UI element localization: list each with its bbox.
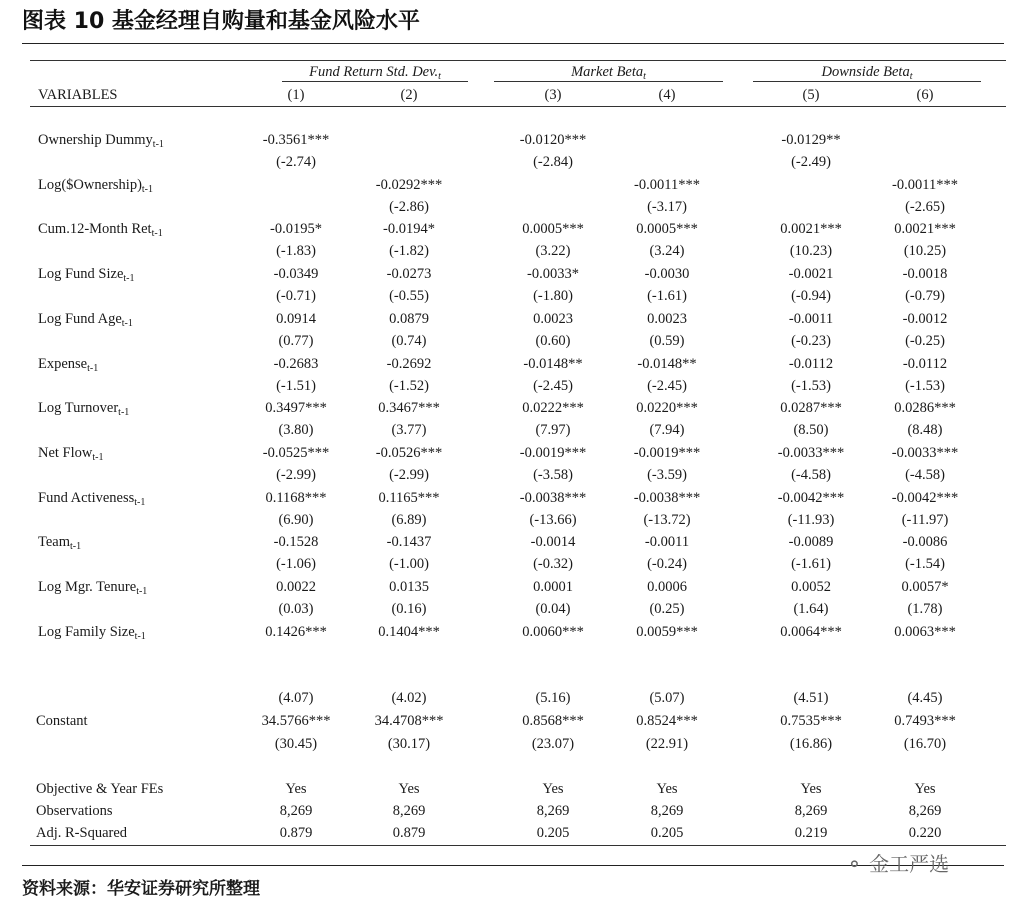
- column-header: (6): [916, 87, 934, 103]
- t-stat-cell: (7.94): [649, 422, 685, 439]
- t-stat-cell: (-2.45): [533, 377, 573, 394]
- t-stat-cell: (-1.51): [276, 377, 316, 394]
- coef-cell: -0.2683: [273, 355, 319, 372]
- table-top-rule: [30, 60, 1006, 61]
- t-stat-cell: (-1.80): [533, 288, 573, 305]
- t-stat-cell: (4.02): [391, 690, 427, 706]
- wechat-icon: ⚬: [846, 852, 863, 876]
- group-header: Downside Beta$_t$: [821, 64, 913, 82]
- t-stat-cell: (0.03): [278, 601, 314, 617]
- t-stat-cell: (-1.52): [389, 377, 429, 394]
- row-label: Fund Activeness$_{t-1}$: [38, 489, 146, 508]
- coef-cell: 0.1165***: [378, 489, 440, 506]
- t-stat-cell: (-1.83): [276, 243, 316, 260]
- table-bottom-rule: [30, 845, 1006, 846]
- footer-value: Yes: [542, 781, 564, 797]
- source-note: 资料来源：华安证券研究所整理: [22, 879, 260, 899]
- t-stat-cell: (30.17): [387, 736, 431, 752]
- coef-cell: 34.5766***: [261, 713, 331, 729]
- coef-cell: -0.0194*: [383, 221, 435, 238]
- footer-label: Objective & Year FEs: [36, 781, 164, 797]
- figure-title: 图表 10 基金经理自购量和基金风险水平: [22, 9, 420, 34]
- coef-cell: 0.3467***: [378, 400, 440, 417]
- t-stat-cell: (0.25): [649, 601, 685, 617]
- coef-cell: -0.0038***: [633, 489, 701, 506]
- t-stat-cell: (4.07): [278, 690, 314, 706]
- t-stat-cell: (16.70): [903, 736, 947, 752]
- coef-cell: 0.0135: [389, 579, 429, 595]
- t-stat-cell: (-3.59): [647, 466, 687, 483]
- coef-cell: -0.0011: [644, 534, 690, 551]
- footer-label: Observations: [36, 803, 113, 819]
- t-stat-cell: (-11.97): [901, 511, 949, 528]
- footer-value: Yes: [398, 781, 420, 797]
- t-stat-cell: (-2.84): [533, 154, 573, 170]
- coef-cell: -0.0021: [788, 266, 834, 283]
- column-header: (4): [658, 87, 676, 103]
- footer-value: 0.205: [650, 825, 684, 841]
- t-stat-cell: (4.51): [793, 690, 829, 706]
- coef-cell: -0.3561***: [262, 132, 330, 148]
- t-stat-cell: (-1.82): [389, 243, 429, 260]
- footer-value: 0.220: [908, 825, 942, 841]
- coef-cell: 0.0064***: [780, 623, 842, 640]
- coef-cell: -0.0011***: [634, 176, 700, 193]
- coef-cell: -0.0018: [902, 266, 948, 283]
- t-stat-cell: (-1.53): [905, 377, 945, 394]
- t-stat-cell: (-2.49): [791, 154, 831, 170]
- t-stat-cell: (5.16): [535, 690, 571, 706]
- column-header: (5): [802, 87, 820, 103]
- footer-value: 8,269: [908, 803, 942, 819]
- coef-cell: 0.0057*: [901, 579, 949, 595]
- coef-cell: -0.0148**: [523, 355, 583, 372]
- group-underline: [494, 81, 723, 82]
- coef-cell: 0.8524***: [636, 713, 698, 729]
- t-stat-cell: (-1.61): [647, 288, 687, 305]
- group-underline: [753, 81, 981, 82]
- t-stat-cell: (22.91): [645, 736, 689, 752]
- row-label: Expense$_{t-1}$: [38, 355, 99, 374]
- row-label: Net Flow$_{t-1}$: [38, 444, 104, 463]
- row-label: Log Family Size$_{t-1}$: [38, 623, 146, 642]
- t-stat-cell: (0.04): [535, 601, 571, 617]
- coef-cell: 0.0022: [276, 579, 316, 595]
- coef-cell: -0.0525***: [262, 444, 330, 461]
- t-stat-cell: (-2.86): [389, 198, 429, 215]
- variables-header: VARIABLES: [38, 87, 118, 103]
- coef-cell: 0.0006: [647, 579, 687, 595]
- coef-cell: -0.1437: [386, 534, 432, 551]
- footer-value: 8,269: [794, 803, 828, 819]
- coef-cell: 0.0021***: [780, 221, 842, 238]
- t-stat-cell: (-2.99): [389, 466, 429, 483]
- footer-value: 8,269: [536, 803, 570, 819]
- t-stat-cell: (23.07): [531, 736, 575, 752]
- footer-value: 0.219: [794, 825, 828, 841]
- t-stat-cell: (5.07): [649, 690, 685, 706]
- footer-value: 8,269: [392, 803, 426, 819]
- t-stat-cell: (-3.17): [647, 198, 687, 215]
- t-stat-cell: (-0.32): [533, 556, 573, 573]
- title-rule: [22, 43, 1004, 44]
- coef-cell: -0.0086: [902, 534, 948, 551]
- constant-label: Constant: [36, 713, 88, 729]
- coef-cell: 0.0021***: [894, 221, 956, 238]
- t-stat-cell: (-0.71): [276, 288, 316, 305]
- coef-cell: -0.0011: [788, 310, 834, 327]
- coef-cell: -0.0112: [902, 355, 948, 372]
- watermark-text: 金工严选: [869, 852, 950, 876]
- coef-cell: -0.0526***: [375, 444, 443, 461]
- coef-cell: -0.0033***: [891, 444, 959, 461]
- coef-cell: 0.1168***: [265, 489, 327, 506]
- coef-cell: 0.0220***: [636, 400, 698, 417]
- coef-cell: -0.0148**: [637, 355, 697, 372]
- row-label: Log Mgr. Tenure$_{t-1}$: [38, 579, 148, 597]
- coef-cell: -0.0112: [788, 355, 834, 372]
- group-underline: [282, 81, 468, 82]
- t-stat-cell: (10.25): [903, 243, 947, 260]
- footer-value: Yes: [285, 781, 307, 797]
- t-stat-cell: (-1.53): [791, 377, 831, 394]
- coef-cell: -0.0011***: [892, 176, 958, 193]
- t-stat-cell: (-2.99): [276, 466, 316, 483]
- coef-cell: -0.0038***: [519, 489, 587, 506]
- t-stat-cell: (-2.74): [276, 154, 316, 170]
- coef-cell: -0.0019***: [633, 444, 701, 461]
- t-stat-cell: (-2.45): [647, 377, 687, 394]
- t-stat-cell: (0.77): [278, 332, 314, 349]
- t-stat-cell: (3.80): [278, 422, 314, 439]
- t-stat-cell: (-0.25): [905, 332, 945, 349]
- coef-cell: 0.0287***: [780, 400, 842, 417]
- footer-value: 0.879: [279, 825, 313, 841]
- t-stat-cell: (7.97): [535, 422, 571, 439]
- group-header: Fund Return Std. $Dev._t$: [309, 64, 441, 82]
- coef-cell: 0.0060***: [522, 623, 584, 640]
- column-header: (1): [287, 87, 305, 103]
- t-stat-cell: (0.60): [535, 332, 571, 349]
- t-stat-cell: (10.23): [789, 243, 833, 260]
- coef-cell: 0.1404***: [378, 623, 440, 640]
- coef-cell: 0.7493***: [894, 713, 956, 729]
- t-stat-cell: (-11.93): [787, 511, 835, 528]
- coef-cell: 0.7535***: [780, 713, 842, 729]
- coef-cell: 0.0005***: [522, 221, 584, 238]
- coef-cell: -0.0292***: [375, 176, 443, 193]
- footer-label: Adj. R-Squared: [36, 825, 128, 841]
- column-header: (2): [400, 87, 418, 103]
- t-stat-cell: (-0.55): [389, 288, 429, 305]
- t-stat-cell: (0.16): [391, 601, 427, 617]
- coef-cell: 0.0052: [791, 579, 831, 595]
- t-stat-cell: (8.50): [793, 422, 829, 439]
- t-stat-cell: (4.45): [907, 690, 943, 706]
- t-stat-cell: (1.78): [907, 601, 943, 617]
- row-label: Log Turnover$_{t-1}$: [38, 400, 130, 419]
- row-label: Log Fund Age$_{t-1}$: [38, 310, 133, 329]
- t-stat-cell: (-1.61): [791, 556, 831, 573]
- coef-cell: 0.0914: [276, 310, 316, 327]
- coef-cell: 0.0879: [389, 310, 429, 327]
- coef-cell: -0.0014: [530, 534, 576, 551]
- coef-cell: 0.8568***: [522, 713, 584, 729]
- coef-cell: 34.4708***: [374, 713, 444, 729]
- coef-cell: -0.0019***: [519, 444, 587, 461]
- coef-cell: 0.1426***: [265, 623, 327, 640]
- coef-cell: -0.0030: [644, 266, 690, 283]
- coef-cell: 0.0023: [533, 310, 573, 327]
- row-label: Team$_{t-1}$: [38, 534, 82, 553]
- t-stat-cell: (8.48): [907, 422, 943, 439]
- coef-cell: -0.0129**: [781, 132, 841, 148]
- coef-cell: 0.0059***: [636, 623, 698, 640]
- row-label: Ownership Dummy$_{t-1}$: [38, 132, 164, 150]
- column-header: (3): [544, 87, 562, 103]
- coef-cell: -0.0120***: [519, 132, 587, 148]
- t-stat-cell: (-0.24): [647, 556, 687, 573]
- t-stat-cell: (-0.79): [905, 288, 945, 305]
- footer-value: Yes: [914, 781, 936, 797]
- footer-value: 8,269: [279, 803, 313, 819]
- row-label: Cum.12-Month Ret$_{t-1}$: [38, 221, 163, 240]
- footer-value: Yes: [800, 781, 822, 797]
- t-stat-cell: (6.89): [391, 511, 427, 528]
- row-label: $Log(\$Ownership)_{t-1}$: [38, 176, 154, 195]
- header-rule: [30, 106, 1006, 107]
- coef-cell: -0.0349: [273, 266, 319, 283]
- coef-cell: -0.0273: [386, 266, 432, 283]
- coef-cell: 0.0222***: [522, 400, 584, 417]
- t-stat-cell: (0.74): [391, 332, 427, 349]
- footer-value: 0.205: [536, 825, 570, 841]
- coef-cell: 0.0286***: [894, 400, 956, 417]
- coef-cell: 0.0063***: [894, 623, 956, 640]
- coef-cell: -0.0195*: [270, 221, 322, 238]
- group-header: Market Beta$_t$: [571, 64, 646, 82]
- coef-cell: -0.1528: [273, 534, 319, 551]
- coef-cell: -0.0089: [788, 534, 834, 551]
- t-stat-cell: (16.86): [789, 736, 833, 752]
- t-stat-cell: (-2.65): [905, 198, 945, 215]
- t-stat-cell: (-13.66): [529, 511, 577, 528]
- coef-cell: 0.0001: [533, 579, 573, 595]
- t-stat-cell: (-0.23): [791, 332, 831, 349]
- t-stat-cell: (-1.00): [389, 556, 429, 573]
- t-stat-cell: (-13.72): [643, 511, 691, 528]
- coef-cell: -0.0033***: [777, 444, 845, 461]
- t-stat-cell: (-1.06): [276, 556, 316, 573]
- t-stat-cell: (30.45): [274, 736, 318, 752]
- coef-cell: -0.0042***: [891, 489, 959, 506]
- t-stat-cell: (-4.58): [905, 466, 945, 483]
- t-stat-cell: (3.22): [535, 243, 571, 260]
- coef-cell: -0.2692: [386, 355, 432, 372]
- coef-cell: 0.0023: [647, 310, 687, 327]
- t-stat-cell: (3.24): [649, 243, 685, 260]
- coef-cell: -0.0012: [902, 310, 948, 327]
- t-stat-cell: (-0.94): [791, 288, 831, 305]
- coef-cell: 0.3497***: [265, 400, 327, 417]
- t-stat-cell: (3.77): [391, 422, 427, 439]
- coef-cell: -0.0033*: [527, 266, 579, 283]
- footer-value: 8,269: [650, 803, 684, 819]
- footer-value: Yes: [656, 781, 678, 797]
- row-label: Log Fund Size$_{t-1}$: [38, 266, 135, 285]
- watermark: [846, 848, 949, 877]
- t-stat-cell: (1.64): [793, 601, 829, 617]
- coef-cell: 0.0005***: [636, 221, 698, 238]
- t-stat-cell: (0.59): [649, 332, 685, 349]
- t-stat-cell: (6.90): [278, 511, 314, 528]
- footer-value: 0.879: [392, 825, 426, 841]
- t-stat-cell: (-4.58): [791, 466, 831, 483]
- coef-cell: -0.0042***: [777, 489, 845, 506]
- t-stat-cell: (-3.58): [533, 466, 573, 483]
- t-stat-cell: (-1.54): [905, 556, 945, 573]
